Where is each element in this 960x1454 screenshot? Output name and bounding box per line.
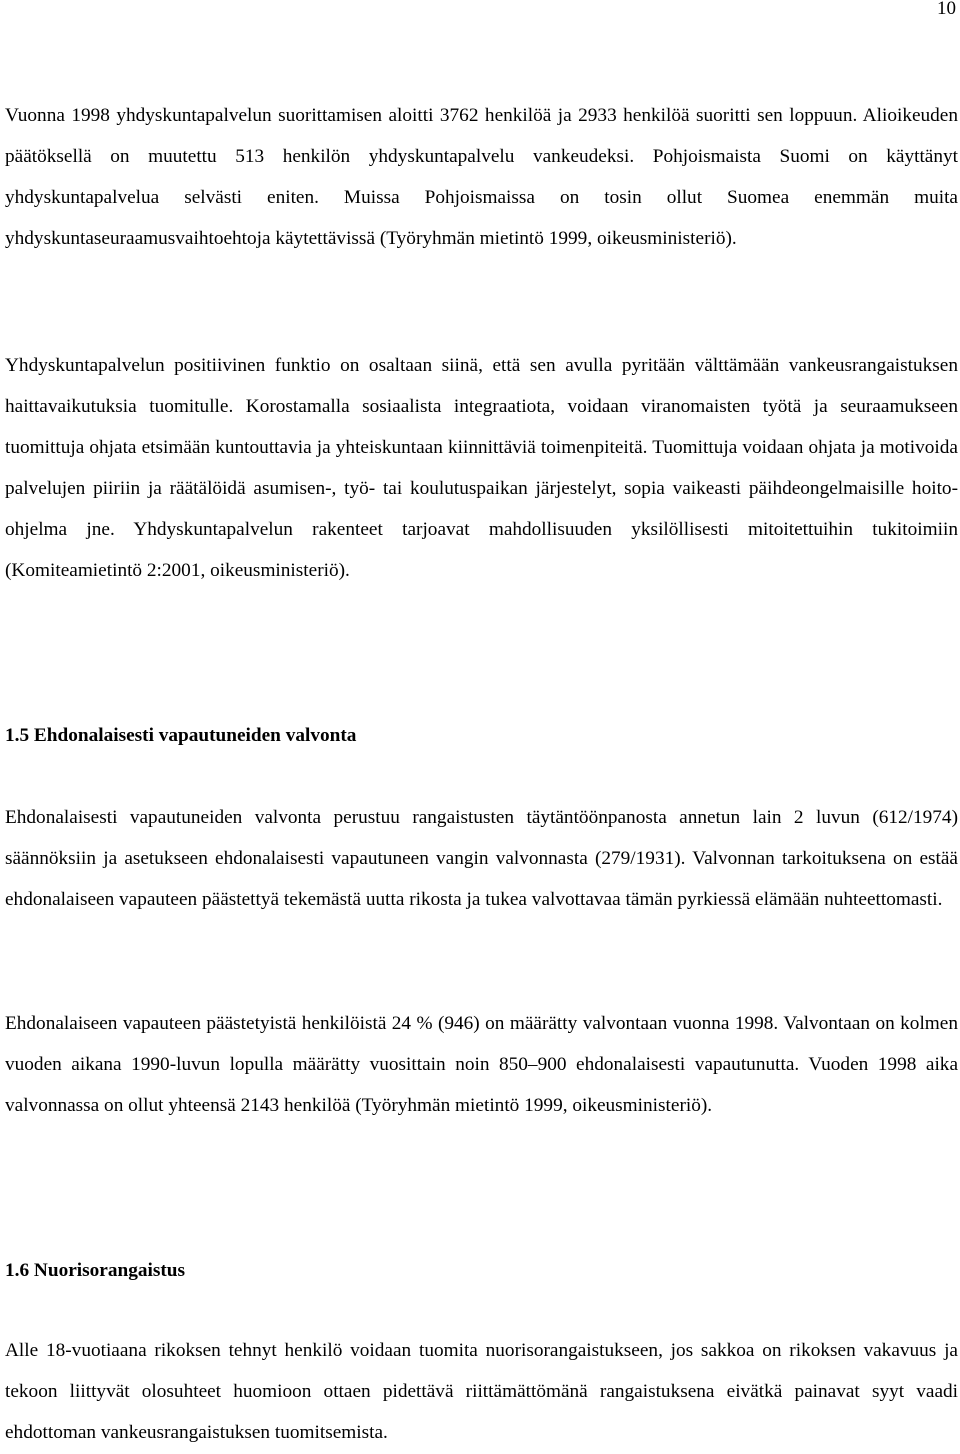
paragraph-parole-supervision-basis: Ehdonalaisesti vapautuneiden valvonta perustuu rangaistusten täytäntöönpanosta annetun lain 2 luvun (612/1974) säännöksiin ja asetukseen ehdonalaisesti vapautuneen vangin valvonnasta (279/1931). Valvonnan tarkoituksena on estää ehdonalaiseen vapauteen päästettyä tekemästä uutta rikosta ja tukea valvottavaa tämän pyrkiessä elämään nuhteettomasti. — [5, 807, 958, 910]
page-number: 10 — [937, 0, 956, 19]
paragraph-juvenile-punishment: Alle 18-vuotiaana rikoksen tehnyt henkilö voidaan tuomita nuorisorangaistukseen, jos sakkoa on rikoksen vakavuus ja tekoon liittyvät olosuhteet huomioon ottaen pidettävä riittämättömänä rangaistuksena eivätkä painavat syyt vaadi ehdottoman vankeusrangaistuksen tuomitsemista. — [5, 1340, 958, 1443]
paragraph-community-service-statistics: Vuonna 1998 yhdyskuntapalvelun suorittamisen aloitti 3762 henkilöä ja 2933 henkilöä suoritti sen loppuun. Alioikeuden päätöksellä on muutettu 513 henkilön yhdyskuntapalvelu vankeudeksi. Pohjoismaista Suomi on käyttänyt yhdyskuntapalvelua selvästi eniten. Muissa Pohjoismaissa on tosin ollut Suomea enemmän muita yhdyskuntaseuraamusvaihtoehtoja käytettävissä (Työryhmän mietintö 1999, oikeusministeriö). — [5, 105, 958, 249]
paragraph-parole-supervision-statistics: Ehdonalaiseen vapauteen päästetyistä henkilöistä 24 % (946) on määrätty valvontaan vuonna 1998. Valvontaan on kolmen vuoden aikana 1990-luvun lopulla määrätty vuosittain noin 850–900 ehdonalaisesti vapautunutta. Vuoden 1998 aika valvonnassa on ollut yhteensä 2143 henkilöä (Työryhmän mietintö 1999, oikeusministeriö). — [5, 1013, 958, 1116]
section-heading-parole-supervision: 1.5 Ehdonalaisesti vapautuneiden valvonta — [5, 725, 357, 746]
section-heading-juvenile-punishment: 1.6 Nuorisorangaistus — [5, 1260, 185, 1281]
paragraph-community-service-function: Yhdyskuntapalvelun positiivinen funktio on osaltaan siinä, että sen avulla pyritään välttämään vankeusrangaistuksen haittavaikutuksia tuomitulle. Korostamalla sosiaalista integraatiota, voidaan viranomaisten työtä ja seuraamukseen tuomittuja ohjata etsimään kuntouttavia ja yhteiskuntaan kiinnittäviä toimenpiteitä. Tuomittuja voidaan ohjata ja motivoida palvelujen piiriin ja räätälöidä asumisen-, työ- tai koulutuspaikan järjestelyt, sopia vaikeasti päihdeongelmaisille hoito-ohjelma jne. Yhdyskuntapalvelun rakenteet tarjoavat mahdollisuuden yksilöllisesti mitoitettuihin tukitoimiin (Komiteamietintö 2:2001, oikeusministeriö). — [5, 355, 958, 581]
